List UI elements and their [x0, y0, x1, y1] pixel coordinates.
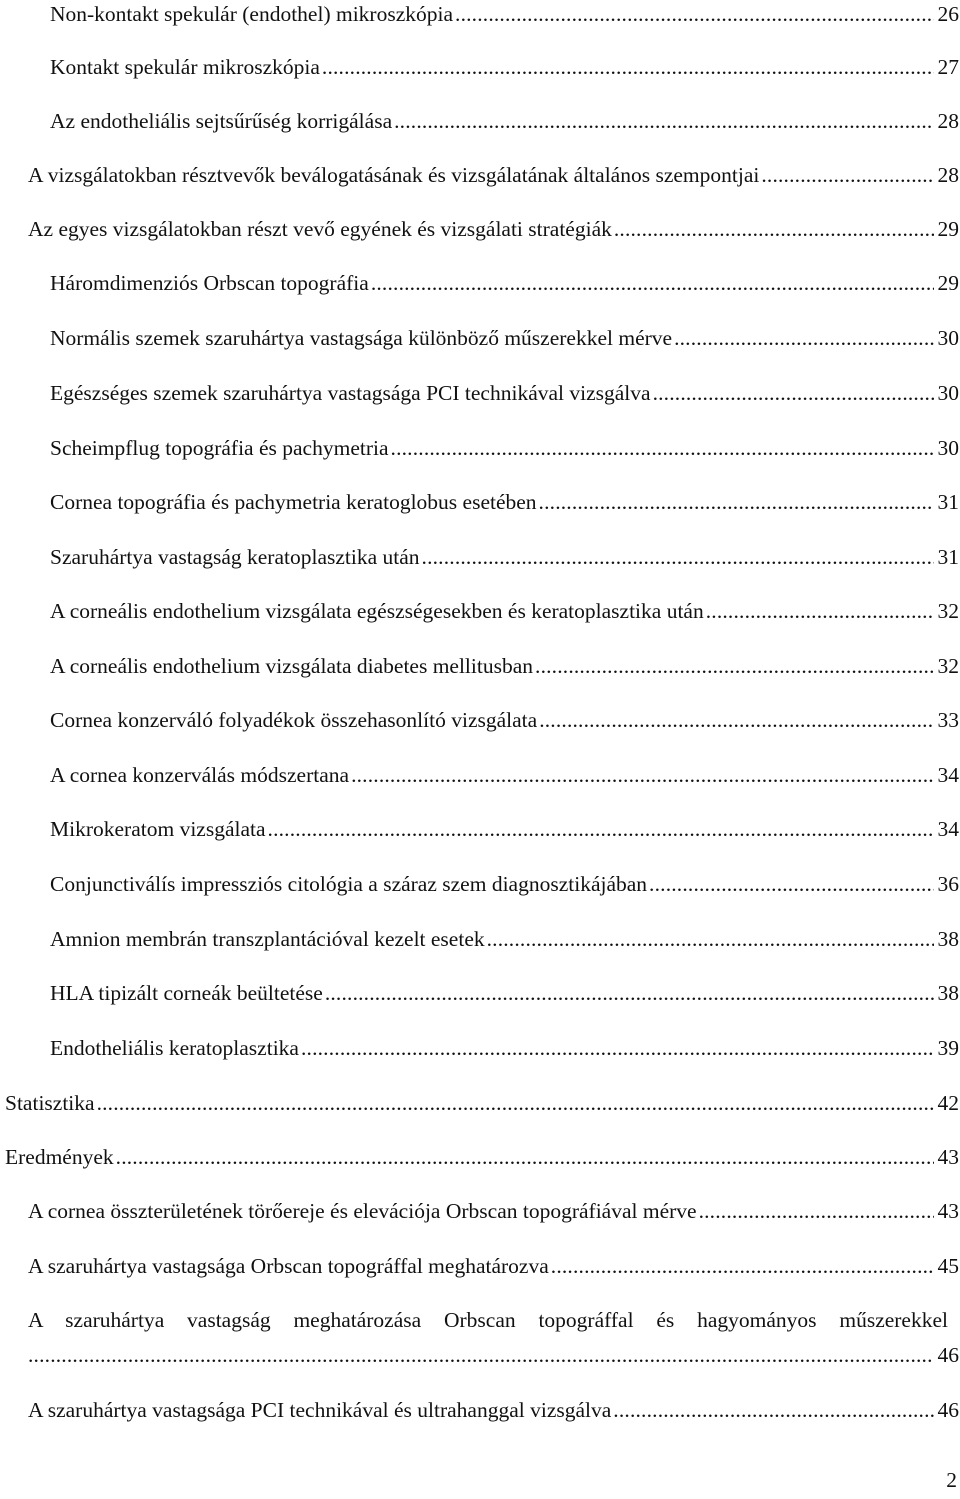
dot-leader	[371, 269, 934, 297]
toc-entry-title: A szaruhártya vastagsága PCI technikával és ultrahanggal vizsgálva	[28, 1398, 612, 1422]
toc-entry-page: 27	[937, 55, 959, 79]
toc-entry-page: 31	[937, 490, 959, 514]
toc-entry[interactable]	[5, 1089, 959, 1117]
toc-entry-page: 42	[937, 1091, 959, 1115]
toc-entry[interactable]	[50, 979, 959, 1007]
toc-entry-title: Háromdimenziós Orbscan topográfia	[50, 271, 369, 295]
toc-entry-page: 38	[937, 981, 959, 1005]
toc-entry-title: Az endotheliális sejtsűrűség korrigálása	[50, 109, 393, 133]
toc-entry[interactable]	[50, 434, 959, 462]
toc-entry-page: 43	[937, 1199, 959, 1223]
toc-entry[interactable]	[28, 215, 959, 243]
toc-entry-page: 26	[937, 2, 959, 26]
toc-entry-title: Conjunctiválís impressziós citológia a száraz szem diagnosztikájában	[50, 872, 648, 896]
dot-leader	[539, 488, 934, 516]
dot-leader	[761, 161, 933, 189]
toc-entry-title: HLA tipizált corneák beültetése	[50, 981, 323, 1005]
dot-leader	[422, 543, 934, 571]
toc-entry-page: 43	[937, 1145, 959, 1169]
toc-entry-title: Egészséges szemek szaruhártya vastagsága PCI technikával vizsgálva	[50, 381, 651, 405]
toc-entry-page: 29	[937, 271, 959, 295]
toc-entry-title: A szaruhártya vastagsága Orbscan topográffal meghatározva	[28, 1254, 549, 1278]
toc-entry[interactable]	[50, 379, 959, 407]
dot-leader	[487, 925, 934, 953]
toc-entry-page: 46	[937, 1398, 959, 1422]
toc-entry-title: Kontakt spekulár mikroszkópia	[50, 55, 320, 79]
toc-entry-page: 31	[937, 545, 959, 569]
dot-leader	[653, 379, 934, 407]
toc-entry-title: Normális szemek szaruhártya vastagsága különböző műszerekkel mérve	[50, 326, 673, 350]
toc-entry[interactable]	[50, 870, 959, 898]
dot-leader	[613, 1396, 933, 1424]
dot-leader	[535, 652, 933, 680]
dot-leader	[674, 324, 933, 352]
dot-leader	[391, 434, 934, 462]
toc-entry-title: Amnion membrán transzplantációval kezelt esetek	[50, 927, 485, 951]
toc-entry-page: 28	[937, 163, 959, 187]
dot-leader	[539, 706, 933, 734]
dot-leader	[351, 761, 933, 789]
dot-leader	[322, 53, 934, 81]
toc-entry[interactable]	[50, 925, 959, 953]
toc-entry-page: 34	[937, 763, 959, 787]
dot-leader	[28, 1341, 934, 1369]
toc-entry[interactable]	[50, 107, 959, 135]
toc-entry[interactable]	[5, 1143, 959, 1171]
dot-leader	[614, 215, 934, 243]
dot-leader	[268, 815, 934, 843]
toc-entry-title: Non-kontakt spekulár (endothel) mikroszkópia	[50, 2, 454, 26]
toc-entry-page: 28	[937, 109, 959, 133]
toc-entry-title: Scheimpflug topográfia és pachymetria	[50, 436, 389, 460]
toc-entry[interactable]	[50, 761, 959, 789]
toc-entry-page: 38	[937, 927, 959, 951]
toc-entry[interactable]	[28, 1252, 959, 1280]
toc-entry-page: 32	[937, 654, 959, 678]
dot-leader	[325, 979, 934, 1007]
dot-leader	[699, 1197, 934, 1225]
toc-entry[interactable]	[50, 652, 959, 680]
toc-entry-title: Szaruhártya vastagság keratoplasztika után	[50, 545, 420, 569]
dot-leader	[649, 870, 933, 898]
toc-entry[interactable]	[50, 269, 959, 297]
toc-entry[interactable]	[50, 597, 959, 625]
toc-entry[interactable]	[50, 706, 959, 734]
toc-entry-title: Eredmények	[5, 1145, 114, 1169]
toc-entry-title: Endotheliális keratoplasztika	[50, 1036, 299, 1060]
toc-entry[interactable]	[28, 1197, 959, 1225]
toc-entry-title: A vizsgálatokban résztvevők beválogatásának és vizsgálatának általános szempontjai	[28, 163, 760, 187]
dot-leader	[551, 1252, 934, 1280]
toc-entry-page: 39	[937, 1036, 959, 1060]
toc-entry-title: Cornea konzerváló folyadékok összehasonlító vizsgálata	[50, 708, 538, 732]
toc-entry[interactable]	[50, 815, 959, 843]
toc-entry-title: A cornea összterületének törőereje és elevációja Orbscan topográfiával mérve	[28, 1199, 697, 1223]
toc-entry-title: A cornea konzerválás módszertana	[50, 763, 350, 787]
dot-leader	[116, 1143, 934, 1171]
toc-entry[interactable]	[50, 324, 959, 352]
toc-entry-page: 32	[937, 599, 959, 623]
dot-leader	[394, 107, 933, 135]
toc-entry-page: 33	[937, 708, 959, 732]
toc-entry-page: 36	[937, 872, 959, 896]
dot-leader	[97, 1089, 934, 1117]
toc-entry-title: Az egyes vizsgálatokban részt vevő egyének és vizsgálati stratégiák	[28, 217, 612, 241]
toc-entry[interactable]	[50, 488, 959, 516]
dot-leader	[301, 1034, 934, 1062]
page-number: 2	[946, 1468, 957, 1492]
toc-entry-page: 30	[937, 326, 959, 350]
toc-entry[interactable]	[50, 1034, 959, 1062]
toc-entry-continuation[interactable]	[28, 1341, 959, 1369]
toc-entry-page: 34	[937, 817, 959, 841]
dot-leader	[455, 0, 933, 28]
toc-entry-title: A corneális endothelium vizsgálata egészségesekben és keratoplasztika után	[50, 599, 704, 623]
toc-entry-page: 30	[937, 436, 959, 460]
toc-entry-page: 30	[937, 381, 959, 405]
toc-entry[interactable]	[50, 543, 959, 571]
toc-entry[interactable]	[28, 1396, 959, 1424]
toc-entry-title-wrapped[interactable]: A szaruhártya vastagság meghatározása Orbscan topográffal és hagyományos műszerekkel	[28, 1308, 948, 1332]
toc-entry-title: Cornea topográfia és pachymetria keratoglobus esetében	[50, 490, 537, 514]
toc-entry-title: Mikrokeratom vizsgálata	[50, 817, 266, 841]
toc-entry-title: Statisztika	[5, 1091, 95, 1115]
dot-leader	[706, 597, 934, 625]
toc-entry-page: 45	[937, 1254, 959, 1278]
toc-entry[interactable]	[50, 0, 959, 28]
toc-entry[interactable]	[50, 53, 959, 81]
toc-entry-page: 46	[937, 1343, 959, 1367]
toc-entry-title: A corneális endothelium vizsgálata diabetes mellitusban	[50, 654, 534, 678]
toc-entry-page: 29	[937, 217, 959, 241]
toc-entry[interactable]	[28, 161, 959, 189]
